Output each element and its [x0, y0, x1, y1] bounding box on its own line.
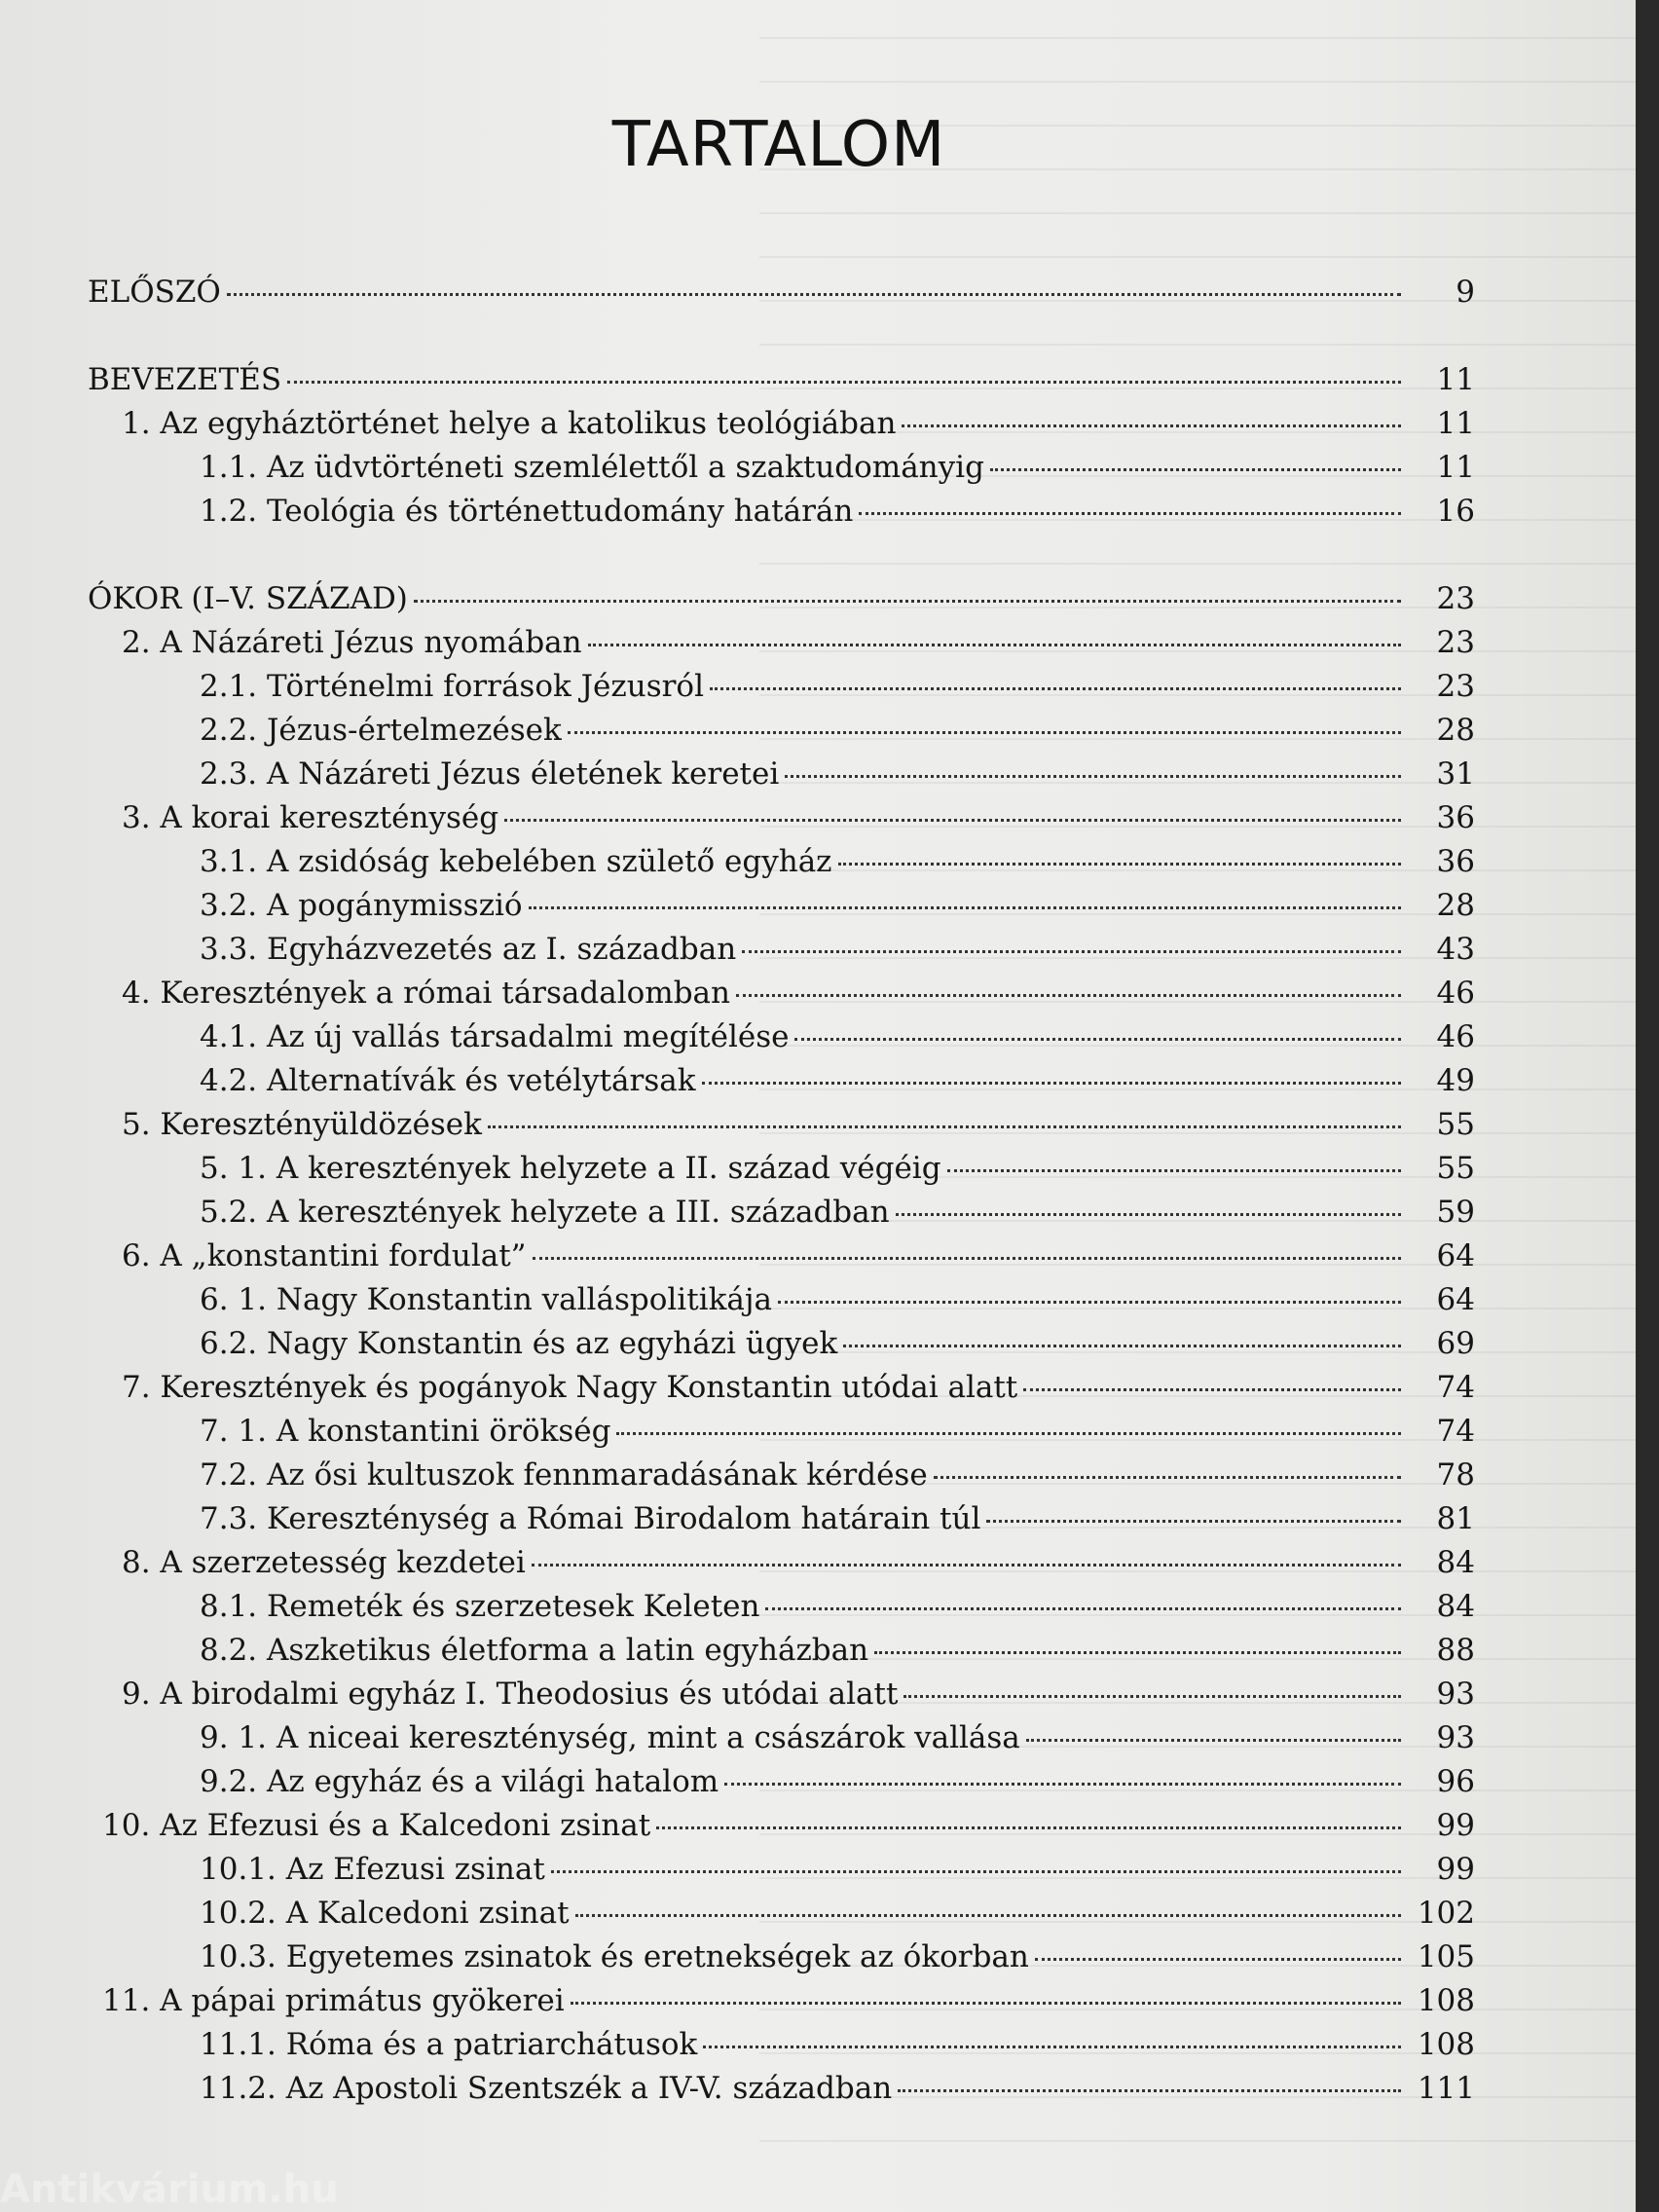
dot-leader [529, 906, 1401, 909]
dot-leader [588, 644, 1401, 646]
dot-leader [765, 1607, 1401, 1610]
toc-entry-page: 46 [1436, 976, 1475, 1011]
toc-row [200, 932, 1475, 976]
toc-entry-page: 55 [1436, 1151, 1475, 1186]
dot-leader [533, 1257, 1401, 1260]
dot-leader [986, 1520, 1401, 1523]
toc-row [200, 494, 1475, 537]
dot-leader [874, 1651, 1401, 1654]
toc-entry-page: 105 [1417, 1939, 1475, 1974]
toc-row [200, 1720, 1475, 1764]
toc-entry-page: 84 [1436, 1545, 1475, 1580]
toc-entry-page: 43 [1436, 932, 1475, 967]
toc-entry-label: 2.1. Történelmi források Jézusról [200, 669, 705, 704]
toc-entry-label: BEVEZETÉS [88, 362, 282, 397]
toc-entry-label: 9. A birodalmi egyház I. Theodosius és utódai alatt [122, 1677, 899, 1712]
toc-entry-page: 69 [1436, 1326, 1475, 1361]
toc-row [200, 1326, 1475, 1370]
toc-entry-page: 46 [1436, 1019, 1475, 1054]
toc-entry-page: 84 [1436, 1589, 1475, 1624]
toc-row [200, 1195, 1475, 1238]
toc-entry-label: 10.3. Egyetemes zsinatok és eretnekségek az ókorban [200, 1939, 1029, 1974]
toc-entry-label: 6. 1. Nagy Konstantin valláspolitikája [200, 1282, 772, 1317]
dot-leader [616, 1432, 1401, 1435]
toc-entry-label: 9. 1. A niceai kereszténység, mint a császárok vallása [200, 1720, 1020, 1755]
toc-entry-label: 4. Keresztények a római társadalomban [122, 976, 730, 1011]
toc-entry-label: 4.1. Az új vallás társadalmi megítélése [200, 1019, 790, 1054]
toc-row [200, 450, 1475, 494]
dot-leader [414, 600, 1401, 603]
toc-row [122, 800, 1475, 844]
dot-leader [568, 731, 1401, 734]
toc-entry-label: 3.1. A zsidóság kebelében születő egyház [200, 844, 832, 879]
watermark: Antikvárium.hu [0, 2167, 339, 2212]
toc-entry-label: 7.2. Az ősi kultuszok fennmaradásának kérdése [200, 1457, 928, 1493]
toc-entry-page: 36 [1436, 800, 1475, 835]
toc-entry-label: 10. Az Efezusi és a Kalcedoni zsinat [102, 1808, 651, 1843]
toc-row [200, 756, 1475, 800]
toc-entry-page: 55 [1436, 1107, 1475, 1142]
toc-row [122, 1370, 1475, 1414]
toc-entry-label: 1.1. Az üdvtörténeti szemlélettől a szaktudományig [200, 450, 984, 485]
toc-row [200, 669, 1475, 713]
dot-leader [551, 1870, 1401, 1873]
toc-row [200, 1633, 1475, 1677]
toc-entry-label: 1. Az egyháztörténet helye a katolikus teológiában [122, 406, 897, 441]
toc-entry-label: 11.1. Róma és a patriarchátusok [200, 2027, 698, 2062]
toc-entry-label: 11.2. Az Apostoli Szentszék a IV-V. században [200, 2071, 893, 2106]
toc-entry-page: 28 [1436, 713, 1475, 748]
toc-row [122, 625, 1475, 669]
dot-leader [794, 1038, 1401, 1041]
toc-row [200, 1764, 1475, 1808]
toc-row [200, 713, 1475, 756]
toc-entry-label: 8.2. Aszketikus életforma a latin egyházban [200, 1633, 869, 1668]
toc-entry-page: 36 [1436, 844, 1475, 879]
toc-row [122, 1107, 1475, 1151]
toc-row [122, 1238, 1475, 1282]
toc-entry-page: 93 [1436, 1720, 1475, 1755]
toc-entry-page: 74 [1436, 1414, 1475, 1449]
toc-entry-label: 5.2. A keresztények helyzete a III. században [200, 1195, 890, 1230]
page-title: TARTALOM [611, 109, 946, 181]
toc-entry-page: 78 [1436, 1457, 1475, 1493]
toc-row [122, 1545, 1475, 1589]
toc-entry-label: 4.2. Alternatívák és vetélytársak [200, 1063, 696, 1098]
dot-leader [1035, 1958, 1401, 1961]
toc-row [200, 844, 1475, 888]
toc-row [200, 2027, 1475, 2071]
toc-entry-page: 96 [1436, 1764, 1475, 1799]
toc-entry-label: 8. A szerzetesség kezdetei [122, 1545, 526, 1580]
toc-row [122, 406, 1475, 450]
toc-row [200, 888, 1475, 932]
toc-entry-label: 6. A „konstantini fordulat” [122, 1238, 527, 1273]
toc-entry-page: 102 [1417, 1896, 1475, 1931]
toc-entry-label: 9.2. Az egyház és a világi hatalom [200, 1764, 719, 1799]
toc-row [200, 1589, 1475, 1633]
toc-entry-page: 59 [1436, 1195, 1475, 1230]
toc-entry-page: 49 [1436, 1063, 1475, 1098]
dot-leader [859, 512, 1401, 515]
toc-row [200, 1282, 1475, 1326]
toc-entry-label: 2. A Názáreti Jézus nyomában [122, 625, 582, 660]
toc-entry-label: ÓKOR (I–V. SZÁZAD) [88, 581, 408, 616]
toc-entry-page: 108 [1417, 2027, 1475, 2062]
toc-entry-page: 64 [1436, 1282, 1475, 1317]
toc-entry-label: 1.2. Teológia és történettudomány határán [200, 494, 854, 529]
dot-leader [903, 1695, 1401, 1698]
toc-entry-label: 10.2. A Kalcedoni zsinat [200, 1896, 570, 1931]
dot-leader [742, 950, 1401, 953]
toc-entry-page: 31 [1436, 756, 1475, 792]
toc-entry-page: 99 [1436, 1852, 1475, 1887]
toc-row [102, 1983, 1475, 2027]
toc-row [200, 1852, 1475, 1896]
toc-row [200, 1151, 1475, 1195]
dot-leader [843, 1345, 1401, 1347]
toc-entry-page: 11 [1436, 450, 1475, 485]
dot-leader [838, 863, 1401, 866]
toc-entry-label: ELŐSZÓ [88, 275, 221, 310]
dot-leader [227, 293, 1401, 296]
toc-row [200, 1019, 1475, 1063]
toc-row [88, 275, 1475, 318]
toc-entry-label: 7. 1. A konstantini örökség [200, 1414, 611, 1449]
toc-entry-page: 16 [1436, 494, 1475, 529]
dot-leader [287, 381, 1401, 384]
toc-entry-label: 5. 1. A keresztények helyzete a II. század végéig [200, 1151, 941, 1186]
toc-entry-label: 6.2. Nagy Konstantin és az egyházi ügyek [200, 1326, 838, 1361]
toc-entry-page: 111 [1417, 2071, 1475, 2106]
toc-entry-label: 3. A korai kereszténység [122, 800, 499, 835]
dot-leader [575, 1914, 1401, 1917]
dot-leader [702, 1082, 1401, 1085]
toc-entry-label: 10.1. Az Efezusi zsinat [200, 1852, 545, 1887]
toc-entry-label: 7.3. Kereszténység a Római Birodalom határain túl [200, 1501, 981, 1536]
toc-entry-page: 93 [1436, 1677, 1475, 1712]
toc-entry-label: 2.2. Jézus-értelmezések [200, 713, 562, 748]
toc-row [102, 1808, 1475, 1852]
toc-row [122, 1677, 1475, 1720]
toc-row [200, 1939, 1475, 1983]
toc-row [88, 581, 1475, 625]
toc-entry-page: 23 [1436, 669, 1475, 704]
toc-entry-page: 23 [1436, 581, 1475, 616]
toc-entry-page: 23 [1436, 625, 1475, 660]
toc-entry-label: 7. Keresztények és pogányok Nagy Konstantin utódai alatt [122, 1370, 1018, 1405]
dot-leader [571, 2002, 1401, 2005]
toc-entry-page: 99 [1436, 1808, 1475, 1843]
toc-row [200, 1501, 1475, 1545]
toc-entry-label: 11. A pápai primátus gyökerei [102, 1983, 565, 2018]
toc-row [200, 1896, 1475, 1939]
dot-leader [532, 1564, 1401, 1567]
dot-leader [1023, 1388, 1401, 1391]
dot-leader [1026, 1739, 1401, 1742]
dot-leader [724, 1783, 1401, 1786]
toc-entry-page: 11 [1436, 362, 1475, 397]
toc-entry-label: 2.3. A Názáreti Jézus életének keretei [200, 756, 780, 792]
dot-leader [778, 1301, 1401, 1304]
toc-entry-page: 64 [1436, 1238, 1475, 1273]
toc-entry-page: 74 [1436, 1370, 1475, 1405]
dot-leader [736, 994, 1401, 997]
toc-entry-label: 5. Keresztényüldözések [122, 1107, 482, 1142]
dot-leader [934, 1476, 1401, 1479]
dot-leader [902, 424, 1401, 427]
toc-entry-label: 3.3. Egyházvezetés az I. században [200, 932, 737, 967]
toc-entry-label: 8.1. Remeték és szerzetesek Keleten [200, 1589, 760, 1624]
toc-entry-page: 88 [1436, 1633, 1475, 1668]
dot-leader [947, 1169, 1401, 1172]
toc-entry-label: 3.2. A pogánymisszió [200, 888, 523, 923]
dot-leader [785, 775, 1401, 778]
toc-row [88, 362, 1475, 406]
toc-row [122, 976, 1475, 1019]
dot-leader [504, 819, 1401, 822]
toc-entry-page: 9 [1456, 275, 1475, 310]
dot-leader [898, 2089, 1401, 2092]
dot-leader [990, 468, 1401, 471]
dot-leader [656, 1826, 1401, 1829]
dot-leader [703, 2046, 1401, 2048]
toc-row [200, 1063, 1475, 1107]
toc-entry-page: 81 [1436, 1501, 1475, 1536]
dot-leader [488, 1125, 1401, 1128]
toc-row [200, 1414, 1475, 1457]
toc-entry-page: 108 [1417, 1983, 1475, 2018]
dot-leader [710, 687, 1401, 690]
toc-row [200, 2071, 1475, 2115]
toc-entry-page: 11 [1436, 406, 1475, 441]
dot-leader [896, 1213, 1401, 1216]
toc-entry-page: 28 [1436, 888, 1475, 923]
toc-row [200, 1457, 1475, 1501]
